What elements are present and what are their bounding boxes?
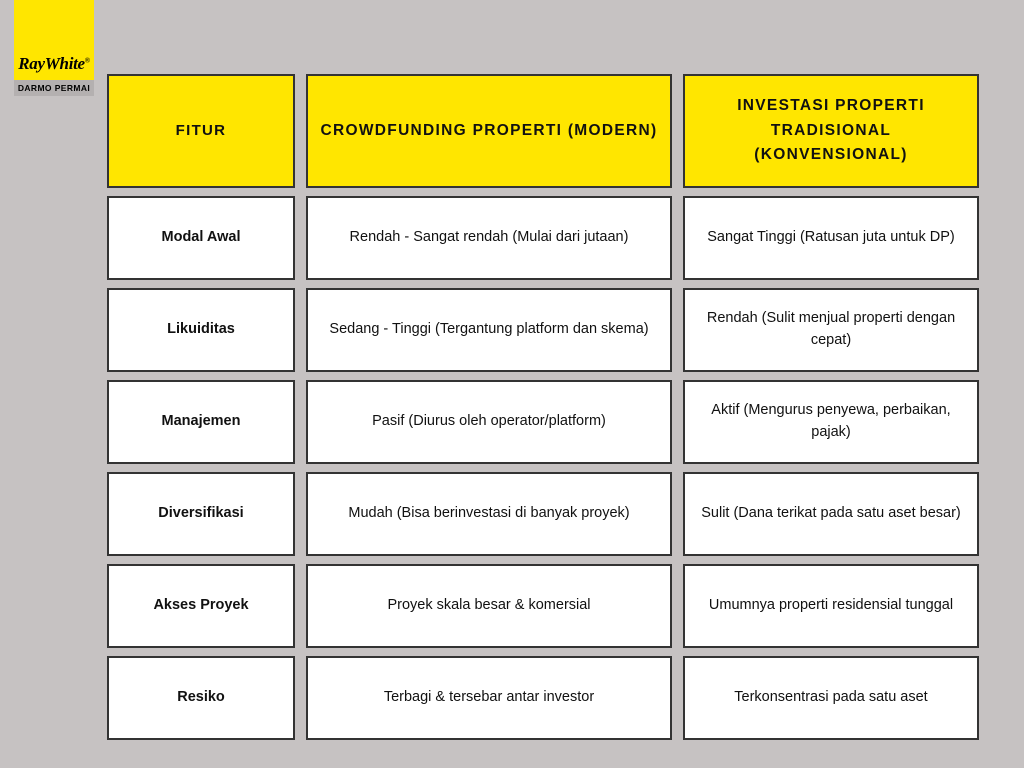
cell-feature: Manajemen <box>107 380 295 464</box>
cell-crowdfunding: Sedang - Tinggi (Tergantung platform dan skema) <box>306 288 672 372</box>
table-row <box>107 564 979 648</box>
cell-crowdfunding: Proyek skala besar & komersial <box>306 564 672 648</box>
cell-traditional: Terkonsentrasi pada satu aset <box>683 656 979 740</box>
cell-traditional: Umumnya properti residensial tunggal <box>683 564 979 648</box>
brand-name: RayWhite <box>18 54 85 73</box>
comparison-table <box>107 74 979 740</box>
cell-crowdfunding: Terbagi & tersebar antar investor <box>306 656 672 740</box>
cell-feature: Modal Awal <box>107 196 295 280</box>
brand-logo <box>14 0 94 93</box>
cell-crowdfunding: Mudah (Bisa berinvestasi di banyak proyek) <box>306 472 672 556</box>
cell-feature: Likuiditas <box>107 288 295 372</box>
header-cell-feature: FITUR <box>107 74 295 188</box>
cell-traditional: Rendah (Sulit menjual properti dengan cepat) <box>683 288 979 372</box>
table-row <box>107 380 979 464</box>
cell-traditional: Sulit (Dana terikat pada satu aset besar) <box>683 472 979 556</box>
brand-logo-text <box>18 54 89 74</box>
cell-feature: Diversifikasi <box>107 472 295 556</box>
cell-traditional: Aktif (Mengurus penyewa, perbaikan, pajak) <box>683 380 979 464</box>
cell-feature: Akses Proyek <box>107 564 295 648</box>
office-name-label: DARMO PERMAI <box>14 80 94 96</box>
table-row <box>107 656 979 740</box>
registered-mark-icon: ® <box>84 56 90 65</box>
table-row <box>107 288 979 372</box>
table-row <box>107 196 979 280</box>
cell-crowdfunding: Rendah - Sangat rendah (Mulai dari jutaan) <box>306 196 672 280</box>
header-cell-traditional: INVESTASI PROPERTI TRADISIONAL (KONVENSIONAL) <box>683 74 979 188</box>
cell-traditional: Sangat Tinggi (Ratusan juta untuk DP) <box>683 196 979 280</box>
table-row <box>107 472 979 556</box>
table-header-row <box>107 74 979 188</box>
cell-crowdfunding: Pasif (Diurus oleh operator/platform) <box>306 380 672 464</box>
header-cell-crowdfunding: CROWDFUNDING PROPERTI (MODERN) <box>306 74 672 188</box>
cell-feature: Resiko <box>107 656 295 740</box>
